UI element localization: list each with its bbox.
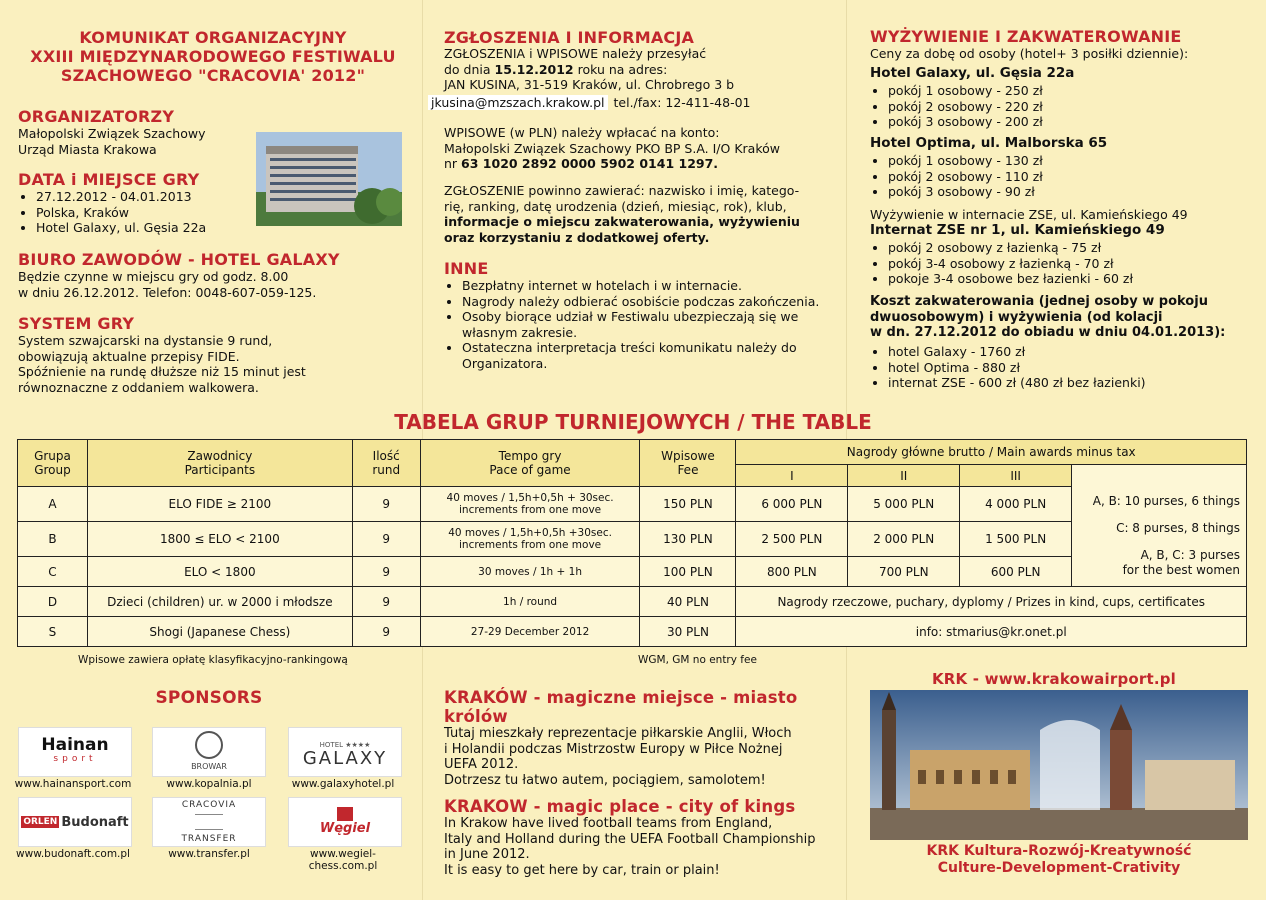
header-participants: Zawodnicy Participants [87,440,352,487]
cost-list: • hotel Galaxy - 1760 zł • hotel Optima - 880 zł • internat ZSE - 600 zł (480 zł bez łazienki) [870,344,1146,391]
main-title: KOMUNIKAT ORGANIZACYJNY XXIII MIĘDZYNARODOWEGO FESTIWALU SZACHOWEGO "CRACOVIA' 2012" [30,28,396,85]
prices-note: Ceny za dobę od osoby (hotel+ 3 posiłki dziennie): [870,46,1189,61]
galaxy-heading: Hotel Galaxy, ul. Gęsia 22a [870,65,1075,81]
other-heading: INNE [444,259,489,278]
sponsors-heading: SPONSORS [155,688,263,708]
galaxy-list: • pokój 1 osobowy - 250 zł • pokój 2 osobowy - 220 zł • pokój 3 osobowy - 200 zł [870,83,1043,130]
tournament-table [17,439,1247,647]
table-row: D Dzieci (children) ur. w 2000 i młodsze 9 1h / round 40 PLN Nagrody rzeczowe, puchary, dyplomy / Prizes in kind, cups, certificates [18,587,1247,617]
email-link[interactable]: jkusina@mzszach.krakow.pl [428,95,608,110]
registration-text: ZGŁOSZENIA i WPISOWE należy przesyłać do dnia 15.12.2012 roku na adres: JAN KUSINA, 31-519 Kraków, ul. Chrobrego 3 b jkusina@mzszach.krakow.pl tel./fax: 12-411-48-01 [444,46,839,110]
system-heading: SYSTEM GRY [18,314,135,333]
krakow-photo [870,690,1248,840]
header-fee: Wpisowe Fee [640,440,736,487]
sponsor-url[interactable]: www.transfer.pl [168,848,250,860]
cost-text: Koszt zakwaterowania (jednej osoby w pokoju dwuosobowym) i wyżywienia (od kolacji w dn. 27.12.2012 do obiadu w dniu 04.01.2013): [870,294,1226,340]
hotel-photo [256,132,402,226]
date-list: • 27.12.2012 - 04.01.2013 • Polska, Kraków • Hotel Galaxy, ul. Gęsia 22a [18,189,206,236]
kopalnia-logo[interactable]: BROWAR [152,727,266,777]
header-prize-1: I [736,465,848,487]
header-prize-3: III [960,465,1072,487]
sponsor-url[interactable]: www.galaxyhotel.pl [291,778,395,790]
header-awards: Nagrody główne brutto / Main awards minus tax [736,440,1247,465]
header-prize-2: II [848,465,960,487]
registration-heading: ZGŁOSZENIA I INFORMACJA [444,28,695,47]
galaxy-logo[interactable]: HOTEL ★★★★ GALAXY [288,727,402,777]
table-note-entry: Wpisowe zawiera opłatę klasyfikacyjno-rankingową [78,654,348,666]
accommodation-heading: WYŻYWIENIE I ZAKWATEROWANIE [870,27,1182,46]
header-rounds: Ilość rund [352,440,420,487]
krakow-section: KRAKÓW - magiczne miejsce - miasto królów Tutaj mieszkały reprezentacje piłkarskie Anglii, Włoch i Holandii podczas Mistrzostw Europy w Piłce Nożnej UEFA 2012. Dotrzesz tu łatwo autem, pociągiem, samolotem! KRAKOW - magic place - city of kings In Krakow have lived football teams from England, Italy and Holland during the UEFA Football Championship in June 2012. It is easy to get here by car, train or plain! [444,688,816,878]
office-heading: BIURO ZAWODÓW - HOTEL GALAXY [18,250,340,269]
table-row: A ELO FIDE ≥ 2100 9 40 moves / 1,5h+0,5h + 30sec. increments from one move 150 PLN 6 000 PLN 5 000 PLN 4 000 PLN A, B: 10 purses, 6 things C: 8 purses, 8 things A, B, C: 3 purses for the best women [18,487,1247,522]
sponsor-url[interactable]: www.kopalnia.pl [166,778,252,790]
side-prizes: A, B: 10 purses, 6 things C: 8 purses, 8 things A, B, C: 3 purses for the best women [1072,487,1247,587]
optima-list: • pokój 1 osobowy - 130 zł • pokój 2 osobowy - 110 zł • pokój 3 osobowy - 90 zł [870,153,1043,200]
header-group: Grupa Group [18,440,88,487]
transfer-logo[interactable]: CRACOVIA TRANSFER [152,797,266,847]
table-row: C ELO < 1800 9 30 moves / 1h + 1h 100 PLN 800 PLN 700 PLN 600 PLN [18,557,1247,587]
krk-slogan: KRK Kultura-Rozwój-Kreatywność Culture-Development-Crativity [926,843,1192,876]
organizers-heading: ORGANIZATORZY [18,107,175,126]
organizers-list: Małopolski Związek Szachowy Urząd Miasta Krakowa [18,126,206,157]
sponsor-url[interactable]: www.wegiel-chess.com.pl [308,848,378,872]
shogi-info: info: stmarius@kr.onet.pl [736,617,1247,647]
system-text: System szwajcarski na dystansie 9 rund, obowiązują aktualne przepisy FIDE. Spóźnienie na rundę dłuższe niż 15 minut jest równoznaczne z oddaniem walkowera. [18,333,306,395]
table-note-gm: WGM, GM no entry fee [638,654,757,666]
budonaft-logo[interactable]: ORLEN Budonaft [18,797,132,847]
internat-heading: Internat ZSE nr 1, ul. Kamieńskiego 49 [870,222,1165,238]
internat-list: • pokój 2 osobowy z łazienką - 75 zł • pokój 3-4 osobowy z łazienką - 70 zł • pokoje 3-4 osobowe bez łazienki - 60 zł [870,240,1133,287]
sponsor-url[interactable]: www.hainansport.com [14,778,132,790]
table-row: S Shogi (Japanese Chess) 9 27-29 December 2012 30 PLN info: stmarius@kr.onet.pl [18,617,1247,647]
header-pace: Tempo gry Pace of game [420,440,640,487]
other-list: • Bezpłatny internet w hotelach i w internacie. • Nagrody należy odbierać osobiście podczas zakończenia. • Osoby biorące udział w Festiwalu ubezpieczają się we własnym zakresie. • Ostateczna interpretacja treści komunikatu należy do Organizatora. [444,278,842,371]
zse-note: Wyżywienie w internacie ZSE, ul. Kamieńskiego 49 [870,207,1188,222]
hainan-logo[interactable]: Hainan sport [18,727,132,777]
application-text: ZGŁOSZENIE powinno zawierać: nazwisko i imię, katego- rię, ranking, datę urodzenia (dzień, miesiąc, rok), klub, informacje o miejscu zakwaterowania, wyżywieniu oraz korzystaniu z dodatkowej oferty. [444,183,800,245]
chess-piece-icon [337,807,353,821]
date-heading: DATA i MIEJSCE GRY [18,170,200,189]
crest-icon [195,731,223,759]
table-row: B 1800 ≤ ELO < 2100 9 40 moves / 1,5h+0,5h +30sec. increments from one move 130 PLN 2 500 PLN 2 000 PLN 1 500 PLN [18,522,1247,557]
table-title: TABELA GRUP TURNIEJOWYCH / THE TABLE [394,410,872,434]
sponsor-url[interactable]: www.budonaft.com.pl [16,848,130,860]
wegiel-logo[interactable]: Węgiel [288,797,402,847]
optima-heading: Hotel Optima, ul. Malborska 65 [870,135,1108,151]
fee-text: WPISOWE (w PLN) należy wpłacać na konto: Małopolski Związek Szachowy PKO BP S.A. I/O Kraków nr 63 1020 2892 0000 5902 0141 1297. [444,125,780,171]
krk-url[interactable]: KRK - www.krakowairport.pl [931,670,1177,688]
office-text: Będzie czynne w miejscu gry od godz. 8.00 w dniu 26.12.2012. Telefon: 0048-607-059-125. [18,269,317,300]
